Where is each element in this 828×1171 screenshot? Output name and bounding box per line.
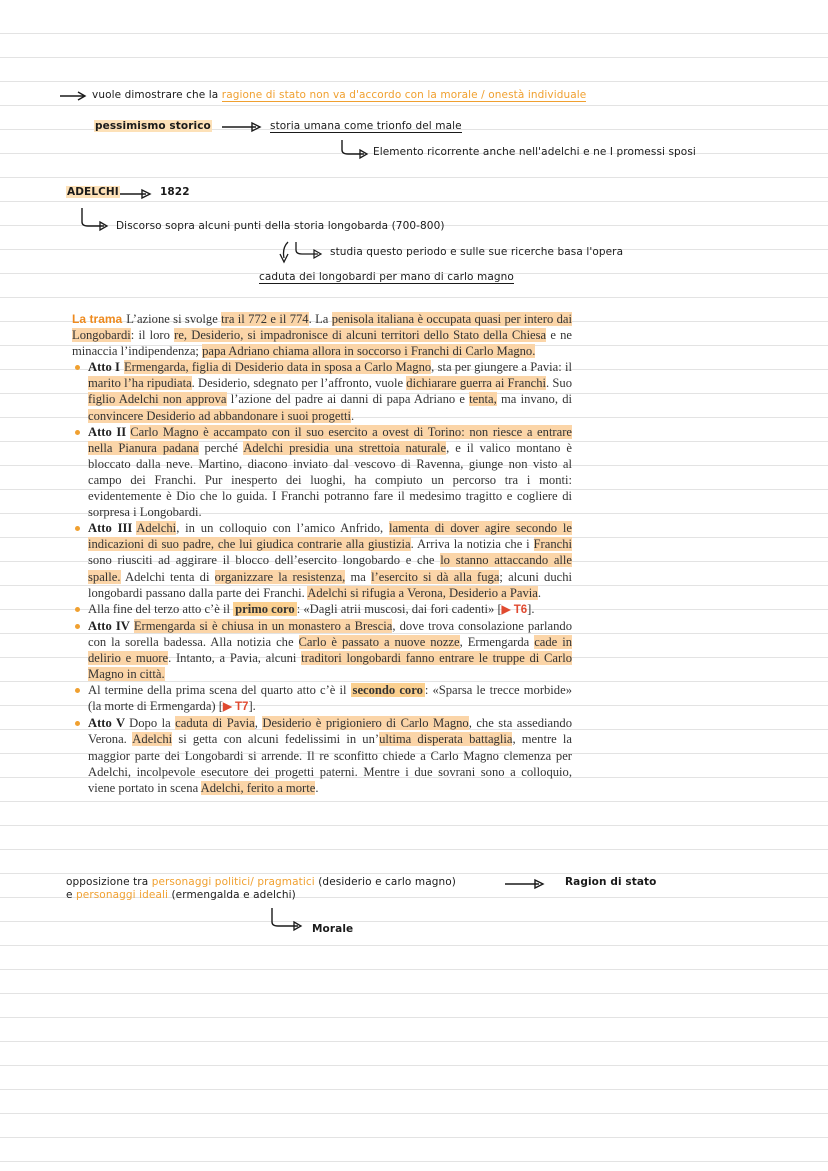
note-text: (ermengalda e adelchi) (168, 889, 296, 901)
body-text: : «Dagli atrii muscosi, dai fori cadenti» [ (296, 601, 502, 616)
year-note (160, 186, 190, 198)
arrow-right-icon (60, 91, 90, 101)
note-text: e (66, 889, 76, 901)
highlighted-text: Ermengarda si è chiusa in un monastero a Brescia (133, 618, 393, 633)
body-text: , (254, 716, 263, 731)
coro-label: secondo coro (352, 683, 423, 698)
body-text: , e il valico montano è bloccato dalla neve. Martino, diacono inviato dal vescovo di Ravenna, giunge non visto al campo dei Franchi. Pur inesperto dei luoghi, ha compiuto un percorso tra i monti: evidentemente è Dio che lo guida. I Franchi potranno fare il medesimo tragitto e cogliere di sorpresa i Longobardi. (88, 440, 572, 520)
highlighted-text: Carlo è passato a nuove nozze (298, 634, 460, 649)
body-text: perché (198, 440, 244, 455)
highlighted-text: organizzare la resistenza, (214, 569, 346, 584)
highlighted-text: Adelchi presidia una strettoia naturale (243, 440, 447, 455)
body-text: ]. (527, 601, 535, 616)
body-text: l’azione del padre ai danni di papa Adriano e (226, 392, 470, 407)
act-item (72, 520, 572, 600)
act-item (72, 682, 572, 715)
highlighted-text: Desiderio è prigioniero di Carlo Magno (262, 716, 469, 731)
ideali-note (66, 889, 296, 901)
body-text: Al termine della prima scena del quarto atto c’è il (88, 683, 351, 698)
body-text: Dopo la (129, 716, 176, 731)
body-text: si getta con alcuni fedelissimi in un’ (172, 732, 380, 747)
note-highlight: ragione di stato non va d'accordo con la morale / onestà individuale (221, 89, 587, 101)
body-text: . Arriva la notizia che i (410, 537, 534, 552)
highlighted-text: re, Desiderio, si impadronisce di alcuni territori dello Stato della Chiesa (174, 328, 547, 343)
body-text: Adelchi tenta di (120, 569, 215, 584)
act-item (72, 715, 572, 795)
caduta-note (259, 271, 514, 283)
highlighted-text: lo stanno attaccando alle spalle. (88, 553, 572, 584)
highlighted-text: Carlo Magno è accampato con il suo esercito a ovest di Torino: non riesce a entrare nella Pianura padana (88, 424, 573, 455)
coro-label: primo coro (235, 601, 295, 616)
adelchi-text: ADELCHI (67, 186, 119, 198)
highlighted-text: tenta, (469, 392, 497, 407)
act-item (72, 601, 572, 618)
body-text: , Ermengarda (459, 634, 535, 649)
morale-text: Morale (312, 923, 354, 935)
body-text: , mentre la maggior parte dei Longobardi si arrende. Il re sconfitto chiede a Carlo Magno clemenza per Adelchi, incolpevole esecutore dei progetti paterni. Mentre i due sovrani sono a colloquio, viene portato in scena (88, 732, 572, 795)
act-item (72, 359, 572, 423)
text-reference: ▶ T6 (501, 603, 528, 616)
highlighted-text: Adelchi si rifugia a Verona, Desiderio a Pavia (307, 585, 538, 600)
highlighted-text: l’esercito si dà alla fuga (371, 569, 500, 584)
highlighted-text: dichiarare guerra ai Franchi (406, 376, 547, 391)
body-text: , in un colloquio con l’amico Anfrido, (176, 521, 390, 536)
highlighted-text: cade in delirio e muore (88, 634, 572, 665)
highlighted-text: ultima disperata battaglia (379, 732, 513, 747)
body-text: ma invano, di (496, 392, 572, 407)
caduta-text: caduta dei longobardi per mano di carlo magno (259, 271, 514, 283)
body-text: . Intanto, a Pavia, alcuni (168, 650, 302, 665)
body-text: . La (308, 312, 332, 326)
trama-excerpt (72, 311, 572, 796)
note-highlight: personaggi politici/ pragmatici (151, 876, 315, 888)
body-text: ma (345, 569, 372, 584)
discorso-text: Discorso sopra alcuni punti della storia longobarda (700-800) (116, 220, 445, 232)
highlighted-text: Adelchi (136, 521, 177, 536)
highlighted-text: traditori longobardi fanno entrare le truppe di Carlo Magno in città. (88, 650, 572, 682)
highlighted-text: marito l’ha ripudiata (88, 376, 192, 391)
act-label: Atto IV (88, 618, 130, 633)
studia-note (330, 246, 623, 258)
curved-arrow-icon (80, 208, 110, 230)
trama-intro (72, 311, 572, 359)
arrow-right-icon (222, 122, 262, 132)
elemento-note (373, 146, 696, 158)
ragion-note (565, 876, 657, 888)
body-text: : il loro (130, 328, 175, 343)
arrow-right-icon (505, 879, 545, 889)
highlighted-text: caduta di Pavia (175, 716, 255, 731)
note-text: vuole dimostrare che la (92, 89, 222, 101)
note-text: (desiderio e carlo magno) (314, 876, 456, 888)
note-line-1 (92, 89, 586, 101)
note-text: opposizione tra (66, 876, 152, 888)
body-text: , che sta assediando Verona. (88, 716, 573, 747)
act-label: Atto II (88, 424, 127, 439)
curved-arrow-icon (340, 140, 370, 158)
curved-arrow-icon (278, 240, 326, 266)
year-text: 1822 (160, 186, 190, 198)
body-text: . (537, 585, 542, 600)
body-text: : «Sparsa le trecce morbide» (la morte di Ermengarda) [ (88, 683, 572, 714)
highlighted-text: Adelchi, ferito a morte (200, 780, 316, 795)
text-reference: ▶ T7 (222, 701, 249, 714)
highlighted-text: figlio Adelchi non approva (88, 392, 227, 407)
discorso-note (116, 220, 445, 232)
highlighted-text: Franchi (533, 537, 573, 552)
morale-note (312, 923, 353, 935)
studia-text: studia questo periodo e sulle sue ricerche basa l'opera (330, 246, 624, 258)
storia-text: storia umana come trionfo del male (270, 120, 462, 132)
body-text: ]. (248, 699, 256, 714)
body-text: . (315, 780, 319, 795)
body-text: Alla fine del terzo atto c’è il (88, 601, 234, 616)
pessimismo-label (94, 120, 212, 132)
highlighted-text: tra il 772 e il 774 (221, 312, 309, 326)
body-text: , dove trova consolazione parlando con la sorella badessa. Alla notizia che (88, 618, 572, 649)
storia-note (270, 120, 462, 132)
pessimismo-text: pessimismo storico (95, 120, 211, 132)
body-text: e ne minaccia l’indipendenza; (72, 328, 573, 359)
act-label: Atto V (88, 716, 126, 731)
opposizione-note (66, 876, 456, 888)
body-text: sono riusciti ad aggirare il blocco dell’esercito longobardo e che (88, 553, 441, 568)
trama-label: La trama (72, 312, 123, 326)
body-text: , sta per giungere a Pavia: il (431, 360, 572, 375)
acts-list (72, 359, 572, 796)
body-text: . Desiderio, sdegnato per l’affronto, vuole (191, 376, 407, 391)
adelchi-title (66, 186, 120, 198)
curved-arrow-icon (270, 908, 306, 932)
arrow-right-icon (120, 189, 152, 199)
ragion-text: Ragion di stato (565, 876, 657, 888)
body-text: . (350, 408, 355, 423)
body-text: L’azione si svolge (126, 312, 222, 326)
trama-intro-text (72, 312, 572, 358)
body-text: . Suo (546, 376, 572, 391)
act-label: Atto I (88, 360, 120, 375)
highlighted-text: lamenta di dover agire secondo le indicazioni di suo padre, che lui giudica contrarie alla giustizia (88, 521, 572, 552)
act-item (72, 424, 572, 521)
act-label: Atto III (88, 521, 133, 536)
highlighted-text: papa Adriano chiama allora in soccorso i Franchi di Carlo Magno. (202, 344, 536, 359)
highlighted-text: Adelchi (132, 732, 173, 747)
highlighted-text: penisola italiana è occupata quasi per intero dai Longobardi (72, 312, 572, 343)
elemento-text: Elemento ricorrente anche nell'adelchi e ne I promessi sposi (373, 146, 696, 158)
note-highlight: personaggi ideali (76, 889, 169, 901)
highlighted-text: Ermengarda, figlia di Desiderio data in sposa a Carlo Magno (123, 360, 432, 375)
act-item (72, 618, 572, 682)
highlighted-text: convincere Desiderio ad abbandonare i suoi progetti (88, 408, 351, 423)
body-text: ; alcuni duchi longobardi passano dalla parte dei Franchi. (88, 569, 572, 600)
